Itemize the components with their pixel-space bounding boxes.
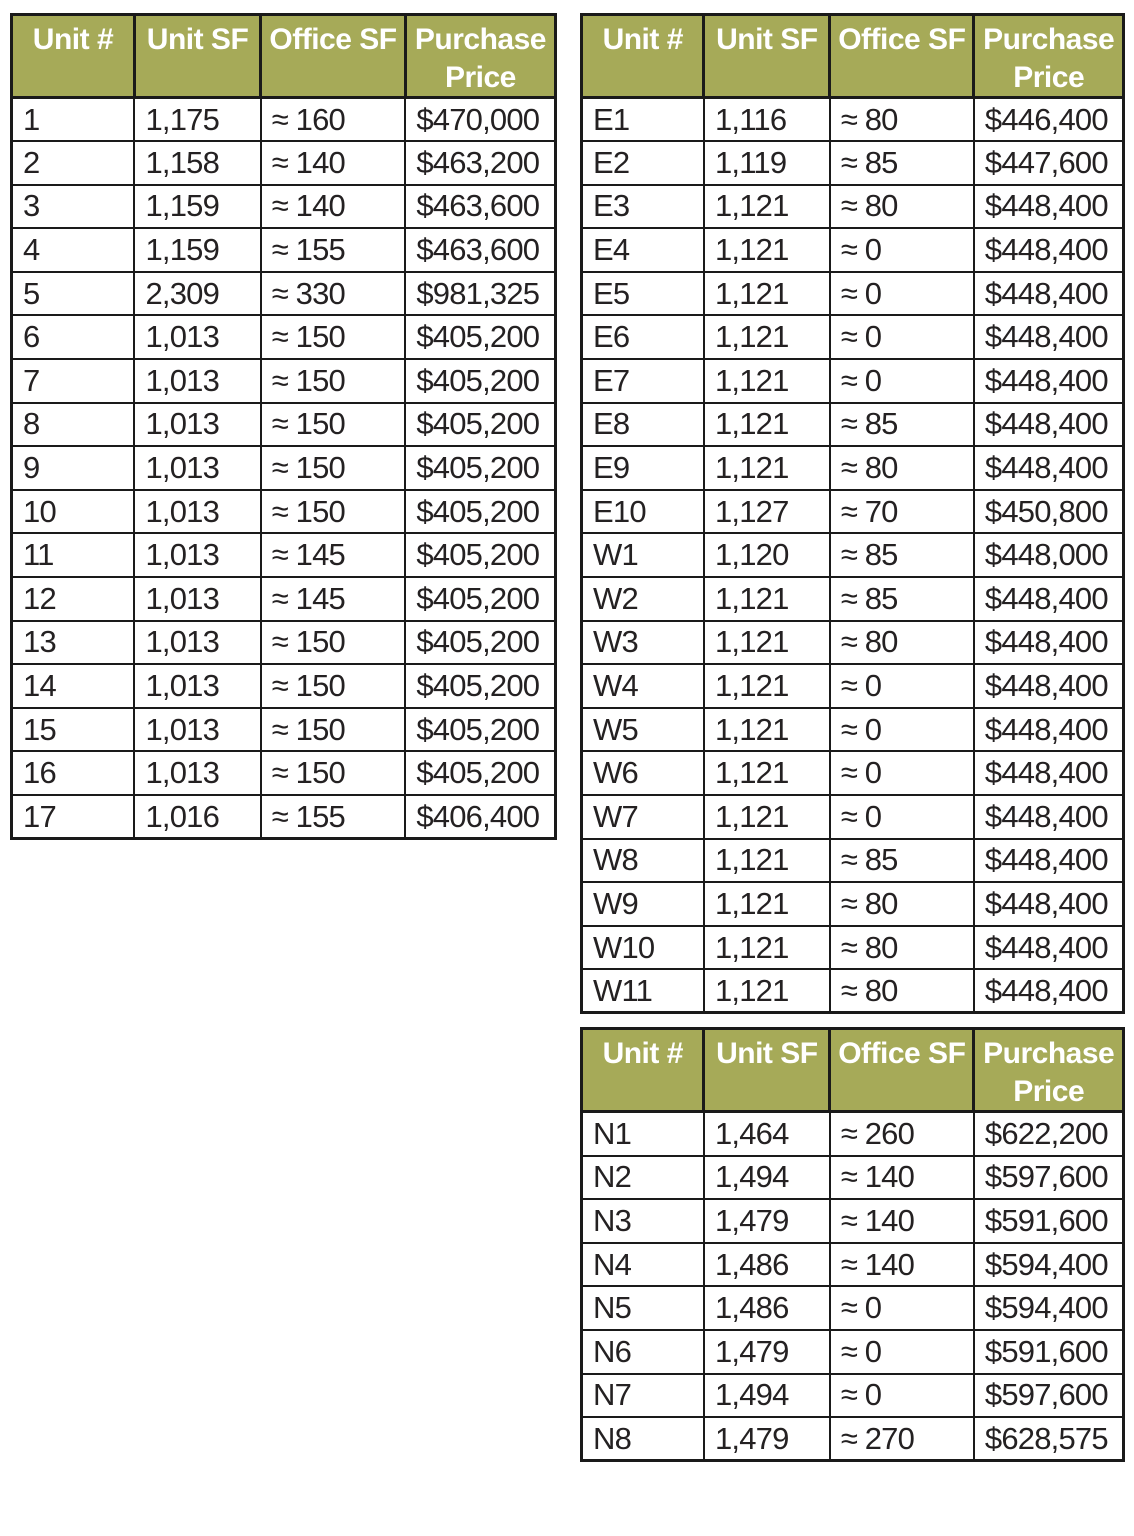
table-cell: ≈ 260 [830, 1112, 974, 1156]
table-row [582, 708, 1124, 752]
table-cell: ≈ 145 [261, 577, 406, 621]
table-row [12, 708, 556, 752]
table-cell: ≈ 0 [830, 1286, 974, 1330]
table-row [12, 403, 556, 447]
table-row [12, 359, 556, 403]
table-row [12, 228, 556, 272]
column-header-unit-number: Unit # [582, 1029, 704, 1112]
table-cell: ≈ 70 [830, 490, 974, 534]
table-cell: 1,013 [134, 577, 260, 621]
table-cell: $628,575 [974, 1417, 1124, 1461]
table-cell: 13 [12, 621, 135, 665]
table-row [582, 1374, 1124, 1418]
table-cell: 1,121 [704, 926, 830, 970]
table-cell: E7 [582, 359, 704, 403]
table-cell: 1,159 [134, 228, 260, 272]
table-row [582, 1330, 1124, 1374]
table-cell: E9 [582, 446, 704, 490]
table-cell: ≈ 160 [261, 98, 406, 142]
table-cell: W7 [582, 795, 704, 839]
table-cell: E4 [582, 228, 704, 272]
table-cell: $447,600 [974, 141, 1124, 185]
table-cell: 1,121 [704, 621, 830, 665]
table-cell: N1 [582, 1112, 704, 1156]
table-cell: 1,121 [704, 882, 830, 926]
table-cell: 2,309 [134, 272, 260, 316]
table-cell: ≈ 0 [830, 315, 974, 359]
table-row [12, 315, 556, 359]
table-cell: 1,159 [134, 185, 260, 229]
table-cell: ≈ 140 [261, 185, 406, 229]
table-cell: 6 [12, 315, 135, 359]
table-cell: ≈ 150 [261, 664, 406, 708]
table-cell: $463,600 [405, 228, 555, 272]
table-cell: 1,121 [704, 708, 830, 752]
table-row [582, 1243, 1124, 1287]
table-cell: ≈ 80 [830, 98, 974, 142]
column-header-purchase-price: Purchase Price [405, 15, 555, 98]
table-cell: 1,013 [134, 664, 260, 708]
table-cell: W9 [582, 882, 704, 926]
table-cell: ≈ 150 [261, 446, 406, 490]
table-cell: $594,400 [974, 1286, 1124, 1330]
table-cell: 1,479 [704, 1330, 830, 1374]
table-cell: $622,200 [974, 1112, 1124, 1156]
table-cell: $405,200 [405, 533, 555, 577]
column-header-unit-number: Unit # [12, 15, 135, 98]
table-row [582, 1112, 1124, 1156]
table-cell: $591,600 [974, 1199, 1124, 1243]
table-cell: $463,600 [405, 185, 555, 229]
table-row [582, 185, 1124, 229]
table-cell: 12 [12, 577, 135, 621]
table-cell: ≈ 80 [830, 446, 974, 490]
table-cell: N6 [582, 1330, 704, 1374]
table-row [12, 577, 556, 621]
table-cell: $446,400 [974, 98, 1124, 142]
table-cell: E1 [582, 98, 704, 142]
table-cell: 1,119 [704, 141, 830, 185]
table-cell: $448,400 [974, 882, 1124, 926]
table-cell: $448,000 [974, 533, 1124, 577]
table-cell: 1,121 [704, 315, 830, 359]
table-row [12, 446, 556, 490]
table-cell: ≈ 150 [261, 751, 406, 795]
table-cell: $448,400 [974, 621, 1124, 665]
table-cell: $405,200 [405, 708, 555, 752]
table-cell: N5 [582, 1286, 704, 1330]
table-cell: ≈ 0 [830, 272, 974, 316]
table-cell: ≈ 150 [261, 403, 406, 447]
table-cell: 11 [12, 533, 135, 577]
table-cell: W3 [582, 621, 704, 665]
table-cell: ≈ 140 [261, 141, 406, 185]
table-cell: $405,200 [405, 359, 555, 403]
column-header-office-sf: Office SF [830, 1029, 974, 1112]
table-cell: W10 [582, 926, 704, 970]
table-cell: ≈ 155 [261, 795, 406, 839]
table-row [12, 533, 556, 577]
table-cell: 1,121 [704, 751, 830, 795]
column-header-purchase-price: Purchase Price [974, 15, 1124, 98]
table-cell: W4 [582, 664, 704, 708]
table-cell: 1,494 [704, 1156, 830, 1200]
table-cell: $405,200 [405, 490, 555, 534]
table-cell: 2 [12, 141, 135, 185]
table-cell: $463,200 [405, 141, 555, 185]
table-cell: N8 [582, 1417, 704, 1461]
table-cell: $448,400 [974, 403, 1124, 447]
table-row [582, 882, 1124, 926]
table-cell: 1,127 [704, 490, 830, 534]
table-cell: E8 [582, 403, 704, 447]
table-row [582, 664, 1124, 708]
table-row [582, 98, 1124, 142]
table-cell: N4 [582, 1243, 704, 1287]
table-cell: E3 [582, 185, 704, 229]
column-header-unit-sf: Unit SF [704, 1029, 830, 1112]
table-cell: 1,175 [134, 98, 260, 142]
table-cell: 1,013 [134, 359, 260, 403]
table-cell: ≈ 0 [830, 359, 974, 403]
table-cell: E2 [582, 141, 704, 185]
table-cell: 1,013 [134, 751, 260, 795]
table-cell: 1,464 [704, 1112, 830, 1156]
column-header-office-sf: Office SF [830, 15, 974, 98]
table-cell: ≈ 150 [261, 708, 406, 752]
table-cell: $405,200 [405, 751, 555, 795]
table-cell: 1,013 [134, 403, 260, 447]
table-cell: $448,400 [974, 708, 1124, 752]
table-row [582, 969, 1124, 1013]
table-row [582, 228, 1124, 272]
table-cell: 5 [12, 272, 135, 316]
table-cell: 1,013 [134, 490, 260, 534]
table-cell: W8 [582, 839, 704, 883]
table-cell: $448,400 [974, 751, 1124, 795]
table-cell: 1,121 [704, 839, 830, 883]
table-cell: N2 [582, 1156, 704, 1200]
table-cell: 1,121 [704, 272, 830, 316]
table-cell: 1,013 [134, 708, 260, 752]
table-cell: E10 [582, 490, 704, 534]
table-cell: 15 [12, 708, 135, 752]
table-row [582, 1286, 1124, 1330]
column-header-unit-sf: Unit SF [134, 15, 260, 98]
unit-price-table-north [580, 1027, 1125, 1462]
unit-price-table-east-west [580, 13, 1125, 1014]
table-row [12, 751, 556, 795]
table-cell: $448,400 [974, 359, 1124, 403]
table-cell: 9 [12, 446, 135, 490]
table-cell: ≈ 0 [830, 708, 974, 752]
right-column [580, 13, 1125, 1462]
table-cell: 7 [12, 359, 135, 403]
table-cell: 1,016 [134, 795, 260, 839]
table-cell: 10 [12, 490, 135, 534]
table-cell: $470,000 [405, 98, 555, 142]
table-cell: 1,121 [704, 795, 830, 839]
table-cell: 4 [12, 228, 135, 272]
header-row [582, 15, 1124, 98]
table-cell: $448,400 [974, 795, 1124, 839]
table-cell: ≈ 85 [830, 403, 974, 447]
table-row [582, 141, 1124, 185]
table-cell: 1 [12, 98, 135, 142]
table-row [12, 621, 556, 665]
table-cell: ≈ 140 [830, 1199, 974, 1243]
table-row [12, 141, 556, 185]
table-row [12, 98, 556, 142]
table-cell: $405,200 [405, 621, 555, 665]
table-cell: ≈ 85 [830, 839, 974, 883]
table-cell: $448,400 [974, 577, 1124, 621]
table-cell: $597,600 [974, 1156, 1124, 1200]
table-cell: 1,158 [134, 141, 260, 185]
table-cell: 3 [12, 185, 135, 229]
table-cell: ≈ 145 [261, 533, 406, 577]
table-cell: ≈ 150 [261, 490, 406, 534]
left-column [10, 13, 557, 840]
table-cell: ≈ 85 [830, 577, 974, 621]
table-cell: ≈ 85 [830, 533, 974, 577]
table-cell: 1,486 [704, 1286, 830, 1330]
table-cell: $448,400 [974, 228, 1124, 272]
table-row [582, 1156, 1124, 1200]
table-cell: E6 [582, 315, 704, 359]
table-cell: $597,600 [974, 1374, 1124, 1418]
table-cell: ≈ 80 [830, 926, 974, 970]
table-cell: ≈ 150 [261, 359, 406, 403]
table-row [582, 403, 1124, 447]
table-cell: 17 [12, 795, 135, 839]
table-cell: 1,494 [704, 1374, 830, 1418]
table-cell: $448,400 [974, 664, 1124, 708]
table-cell: W5 [582, 708, 704, 752]
table-cell: 1,120 [704, 533, 830, 577]
table-row [582, 1199, 1124, 1243]
table-cell: W2 [582, 577, 704, 621]
header-row [582, 1029, 1124, 1112]
table-cell: $405,200 [405, 664, 555, 708]
table-cell: ≈ 80 [830, 621, 974, 665]
table-cell: ≈ 0 [830, 1374, 974, 1418]
table-cell: ≈ 0 [830, 795, 974, 839]
table-cell: $448,400 [974, 839, 1124, 883]
table-cell: 1,121 [704, 577, 830, 621]
table-row [582, 490, 1124, 534]
table-cell: $448,400 [974, 185, 1124, 229]
table-cell: $594,400 [974, 1243, 1124, 1287]
table-row [12, 664, 556, 708]
table-row [582, 272, 1124, 316]
table-row [582, 621, 1124, 665]
table-cell: $981,325 [405, 272, 555, 316]
table-row [12, 795, 556, 839]
table-cell: ≈ 0 [830, 664, 974, 708]
table-row [582, 533, 1124, 577]
table-cell: ≈ 140 [830, 1243, 974, 1287]
table-cell: 1,479 [704, 1417, 830, 1461]
table-row [582, 315, 1124, 359]
column-header-purchase-price: Purchase Price [974, 1029, 1124, 1112]
table-cell: W6 [582, 751, 704, 795]
table-cell: 1,121 [704, 664, 830, 708]
table-cell: N3 [582, 1199, 704, 1243]
table-cell: ≈ 330 [261, 272, 406, 316]
table-cell: $406,400 [405, 795, 555, 839]
table-cell: $448,400 [974, 926, 1124, 970]
table-cell: $405,200 [405, 577, 555, 621]
table-row [582, 1417, 1124, 1461]
table-row [582, 839, 1124, 883]
table-cell: $448,400 [974, 272, 1124, 316]
table-cell: ≈ 270 [830, 1417, 974, 1461]
table-cell: 1,121 [704, 446, 830, 490]
table-cell: 1,121 [704, 228, 830, 272]
table-cell: E5 [582, 272, 704, 316]
table-cell: 1,013 [134, 446, 260, 490]
table-cell: 1,013 [134, 621, 260, 665]
table-cell: 1,486 [704, 1243, 830, 1287]
column-header-unit-number: Unit # [582, 15, 704, 98]
table-cell: W1 [582, 533, 704, 577]
unit-price-table-main [10, 13, 557, 840]
table-cell: 8 [12, 403, 135, 447]
table-cell: $448,400 [974, 969, 1124, 1013]
table-cell: ≈ 80 [830, 882, 974, 926]
table-cell: ≈ 0 [830, 751, 974, 795]
header-row [12, 15, 556, 98]
table-cell: 14 [12, 664, 135, 708]
table-row [12, 490, 556, 534]
table-cell: ≈ 155 [261, 228, 406, 272]
table-cell: 1,121 [704, 185, 830, 229]
table-cell: ≈ 85 [830, 141, 974, 185]
table-row [582, 446, 1124, 490]
table-row [12, 272, 556, 316]
table-cell: ≈ 80 [830, 969, 974, 1013]
table-row [582, 795, 1124, 839]
table-cell: $448,400 [974, 446, 1124, 490]
table-row [12, 185, 556, 229]
table-cell: 1,121 [704, 359, 830, 403]
table-cell: ≈ 0 [830, 1330, 974, 1374]
table-cell: ≈ 0 [830, 228, 974, 272]
table-row [582, 577, 1124, 621]
table-cell: $405,200 [405, 446, 555, 490]
table-row [582, 359, 1124, 403]
table-cell: 16 [12, 751, 135, 795]
table-cell: ≈ 140 [830, 1156, 974, 1200]
table-cell: 1,116 [704, 98, 830, 142]
table-row [582, 751, 1124, 795]
table-cell: 1,013 [134, 533, 260, 577]
table-cell: 1,121 [704, 969, 830, 1013]
table-cell: $405,200 [405, 403, 555, 447]
table-cell: ≈ 150 [261, 621, 406, 665]
table-cell: $591,600 [974, 1330, 1124, 1374]
table-row [582, 926, 1124, 970]
table-cell: N7 [582, 1374, 704, 1418]
table-cell: $448,400 [974, 315, 1124, 359]
table-cell: W11 [582, 969, 704, 1013]
table-cell: $450,800 [974, 490, 1124, 534]
table-cell: ≈ 80 [830, 185, 974, 229]
table-cell: 1,121 [704, 403, 830, 447]
table-cell: 1,479 [704, 1199, 830, 1243]
table-cell: 1,013 [134, 315, 260, 359]
column-header-office-sf: Office SF [261, 15, 406, 98]
column-header-unit-sf: Unit SF [704, 15, 830, 98]
table-cell: $405,200 [405, 315, 555, 359]
table-cell: ≈ 150 [261, 315, 406, 359]
